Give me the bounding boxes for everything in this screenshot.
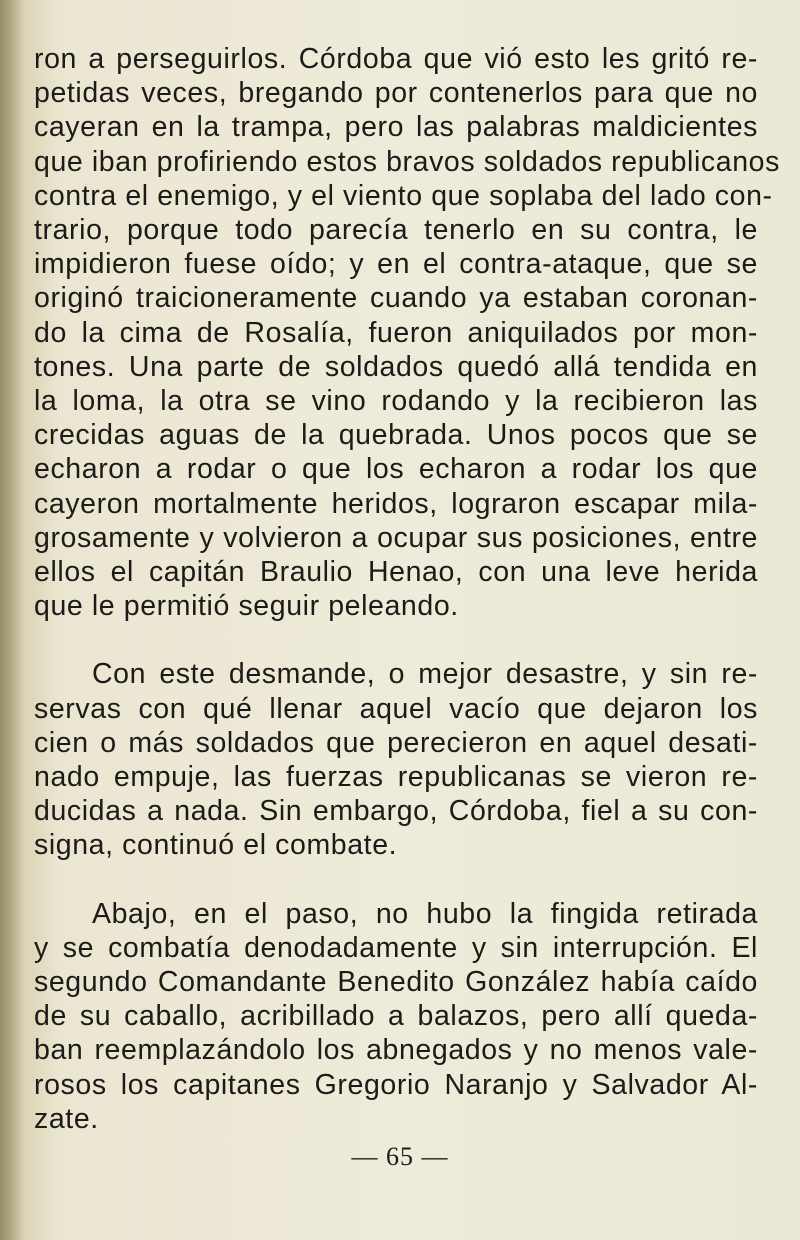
text-line: impidieron fuese oído; y en el contra-ataque, que se bbox=[34, 248, 758, 281]
text-line: petidas veces, bregando por contenerlos para que no bbox=[34, 77, 758, 110]
paragraph-3 bbox=[34, 897, 758, 1136]
text-line: grosamente y volvieron a ocupar sus posiciones, entre bbox=[34, 521, 758, 554]
paragraph-2 bbox=[34, 657, 758, 862]
text-line: rosos los capitanes Gregorio Naranjo y Salvador Al- bbox=[34, 1068, 758, 1101]
text-line: servas con qué llenar aquel vacío que dejaron los bbox=[34, 692, 758, 725]
text-line: Con este desmande, o mejor desastre, y sin re- bbox=[92, 658, 758, 691]
text-line: ellos el capitán Braulio Henao, con una leve herida bbox=[34, 556, 758, 589]
paragraph-gap bbox=[34, 623, 758, 657]
text-line: que le permitió seguir peleando. bbox=[34, 590, 459, 623]
text-line: crecidas aguas de la quebrada. Unos pocos que se bbox=[34, 419, 758, 452]
text-line: do la cima de Rosalía, fueron aniquilados por mon- bbox=[34, 316, 758, 349]
text-line: cayeran en la trampa, pero las palabras maldicientes bbox=[34, 111, 758, 144]
text-line: segundo Comandante Benedito González había caído bbox=[34, 966, 758, 999]
page-number: — 65 — bbox=[351, 1142, 449, 1171]
text-line: ban reemplazándolo los abnegados y no menos vale- bbox=[34, 1034, 758, 1067]
text-line: ron a perseguirlos. Córdoba que vió esto les gritó re- bbox=[34, 43, 758, 75]
text-line: contra el enemigo, y el viento que soplaba del lado con- bbox=[34, 179, 773, 212]
text-line: cayeron mortalmente heridos, lograron escapar mila- bbox=[34, 487, 758, 520]
paragraph-gap bbox=[34, 863, 758, 897]
text-line: de su caballo, acribillado a balazos, pero allí queda- bbox=[34, 1000, 758, 1033]
text-line: originó traicioneramente cuando ya estaban coronan- bbox=[34, 282, 758, 315]
text-line: nado empuje, las fuerzas republicanas se vieron re- bbox=[34, 761, 758, 794]
page-gutter-shadow bbox=[0, 0, 24, 1240]
text-line: Abajo, en el paso, no hubo la fingida retirada bbox=[92, 897, 758, 930]
text-line: echaron a rodar o que los echaron a rodar los que bbox=[34, 453, 758, 486]
text-line: ducidas a nada. Sin embargo, Córdoba, fiel a su con- bbox=[34, 795, 758, 828]
text-line: signa, continuó el combate. bbox=[34, 829, 398, 862]
page-body bbox=[34, 42, 780, 1136]
text-line: trario, porque todo parecía tenerlo en su contra, le bbox=[34, 214, 758, 247]
text-line: tones. Una parte de soldados quedó allá tendida en bbox=[34, 350, 758, 383]
text-line: y se combatía denodadamente y sin interrupción. El bbox=[34, 931, 758, 964]
text-line: cien o más soldados que perecieron en aquel desati- bbox=[34, 726, 758, 759]
paragraph-1 bbox=[34, 42, 780, 623]
text-line: zate. bbox=[34, 1102, 99, 1135]
text-line: la loma, la otra se vino rodando y la recibieron las bbox=[34, 385, 758, 418]
text-line: que iban profiriendo estos bravos soldados republicanos bbox=[34, 145, 780, 178]
